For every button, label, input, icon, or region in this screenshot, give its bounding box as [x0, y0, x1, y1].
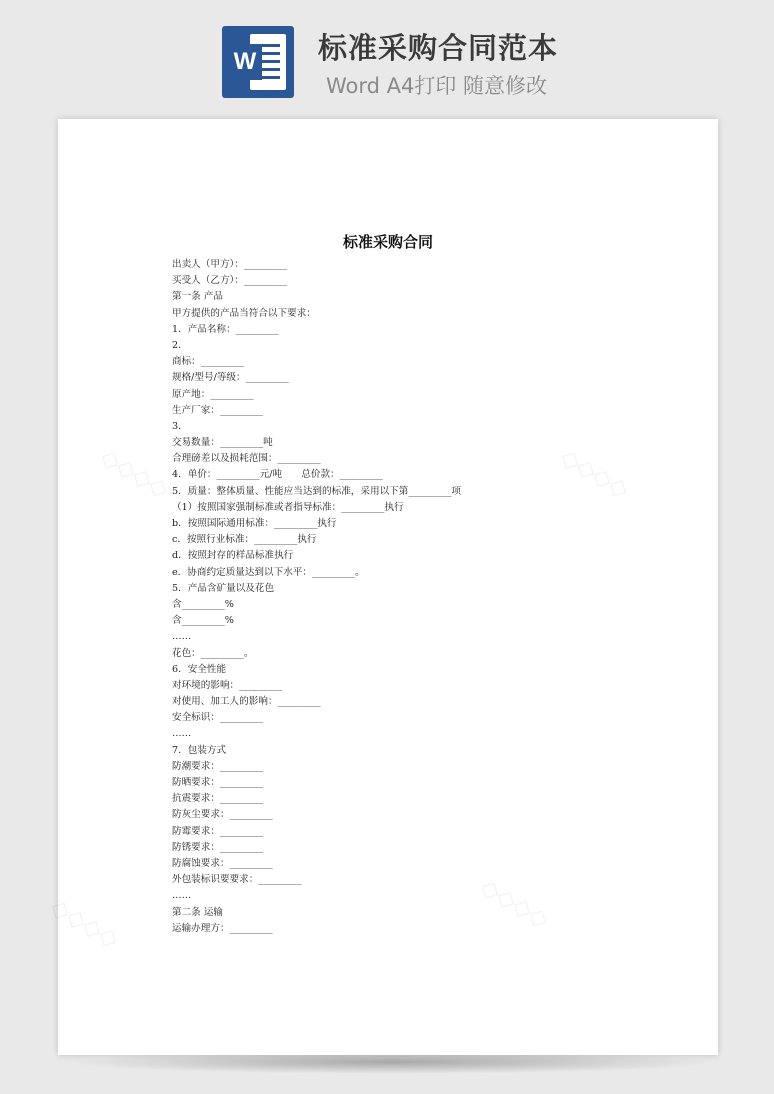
- watermark: ◇◇◇◇: [45, 892, 124, 954]
- document-line: ……: [172, 728, 192, 740]
- page-subtitle: Word A4打印 随意修改: [326, 74, 548, 98]
- document-line: 4．单价：_________元/吨 总价款：_________: [172, 469, 383, 481]
- watermark: ◇◇◇◇: [555, 442, 634, 504]
- document-line: （1）按照国家强制标准或者指导标准：_________执行: [172, 501, 404, 513]
- document-line: 安全标识：_________: [172, 712, 264, 724]
- document-body: [172, 257, 461, 937]
- document-line: 合理磅差以及损耗范围：_________: [172, 453, 321, 465]
- header: [0, 0, 774, 112]
- document-line: 甲方提供的产品当符合以下要求：: [172, 307, 316, 319]
- document-line: 第二条 运输: [172, 906, 224, 918]
- document-line: 规格/型号/等级：_________: [172, 372, 289, 384]
- document-line: 买受人（乙方）：_________: [172, 275, 288, 287]
- document-line: 交易数量：_________吨: [172, 437, 273, 449]
- document-line: 6．安全性能: [172, 663, 227, 675]
- document-line: 1．产品名称：_________: [172, 323, 279, 335]
- document-line: e．协商约定质量达到以下水平：_________。: [172, 566, 365, 578]
- watermark: ◇◇◇◇: [95, 442, 174, 504]
- document-line: 对使用、加工人的影响：_________: [172, 696, 321, 708]
- document-line: 生产厂家：_________: [172, 404, 264, 416]
- document-line: 3．: [172, 420, 188, 432]
- document-page: [45, 119, 718, 1055]
- document-title: 标准采购合同: [342, 233, 433, 251]
- word-icon: [222, 26, 294, 98]
- document-line: 防晒要求：_________: [172, 777, 264, 788]
- document-line: 抗震要求：_________: [172, 793, 264, 805]
- document-line: ……: [172, 631, 192, 643]
- document-line: 对环境的影响：_________: [172, 679, 283, 691]
- document-line: 防潮要求：_________: [172, 760, 264, 772]
- document-line: 2．: [172, 339, 188, 351]
- document-line: 外包装标识要要求：_________: [172, 874, 302, 886]
- document-line: 花色：_________。: [172, 647, 254, 659]
- document-line: 防锈要求：_________: [172, 841, 264, 853]
- watermark: ◇◇◇◇: [475, 872, 554, 934]
- document-line: 5．产品含矿量以及花色: [172, 582, 275, 594]
- document-line: 原产地：_________: [172, 388, 254, 400]
- document-line: 5．质量：整体质量、性能应当达到的标准，采用以下第_________项: [172, 485, 462, 497]
- document-line: 第一条 产品: [172, 291, 224, 303]
- document-line: 出卖人（甲方）：_________: [172, 259, 288, 270]
- page-title: 标准采购合同范本: [318, 31, 559, 65]
- word-icon-letter: W: [228, 44, 262, 80]
- document-line: 商标：_________: [172, 356, 244, 368]
- document-line: d．按照封存的样品标准执行: [172, 550, 294, 562]
- document-line: 防灰尘要求：_________: [172, 809, 273, 821]
- document-line: 含_________%: [172, 598, 234, 610]
- document-line: 7．包装方式: [172, 744, 227, 756]
- document-line: b．按照国际通用标准：_________执行: [172, 518, 337, 529]
- document-line: c．按照行业标准：_________执行: [172, 534, 317, 546]
- document-line: ……: [172, 890, 192, 902]
- document-line: 防腐蚀要求：_________: [172, 857, 273, 869]
- document-line: 运输办理方：_________: [172, 922, 273, 934]
- document-line: 含_________%: [172, 615, 234, 627]
- document-line: 防霉要求：_________: [172, 825, 264, 837]
